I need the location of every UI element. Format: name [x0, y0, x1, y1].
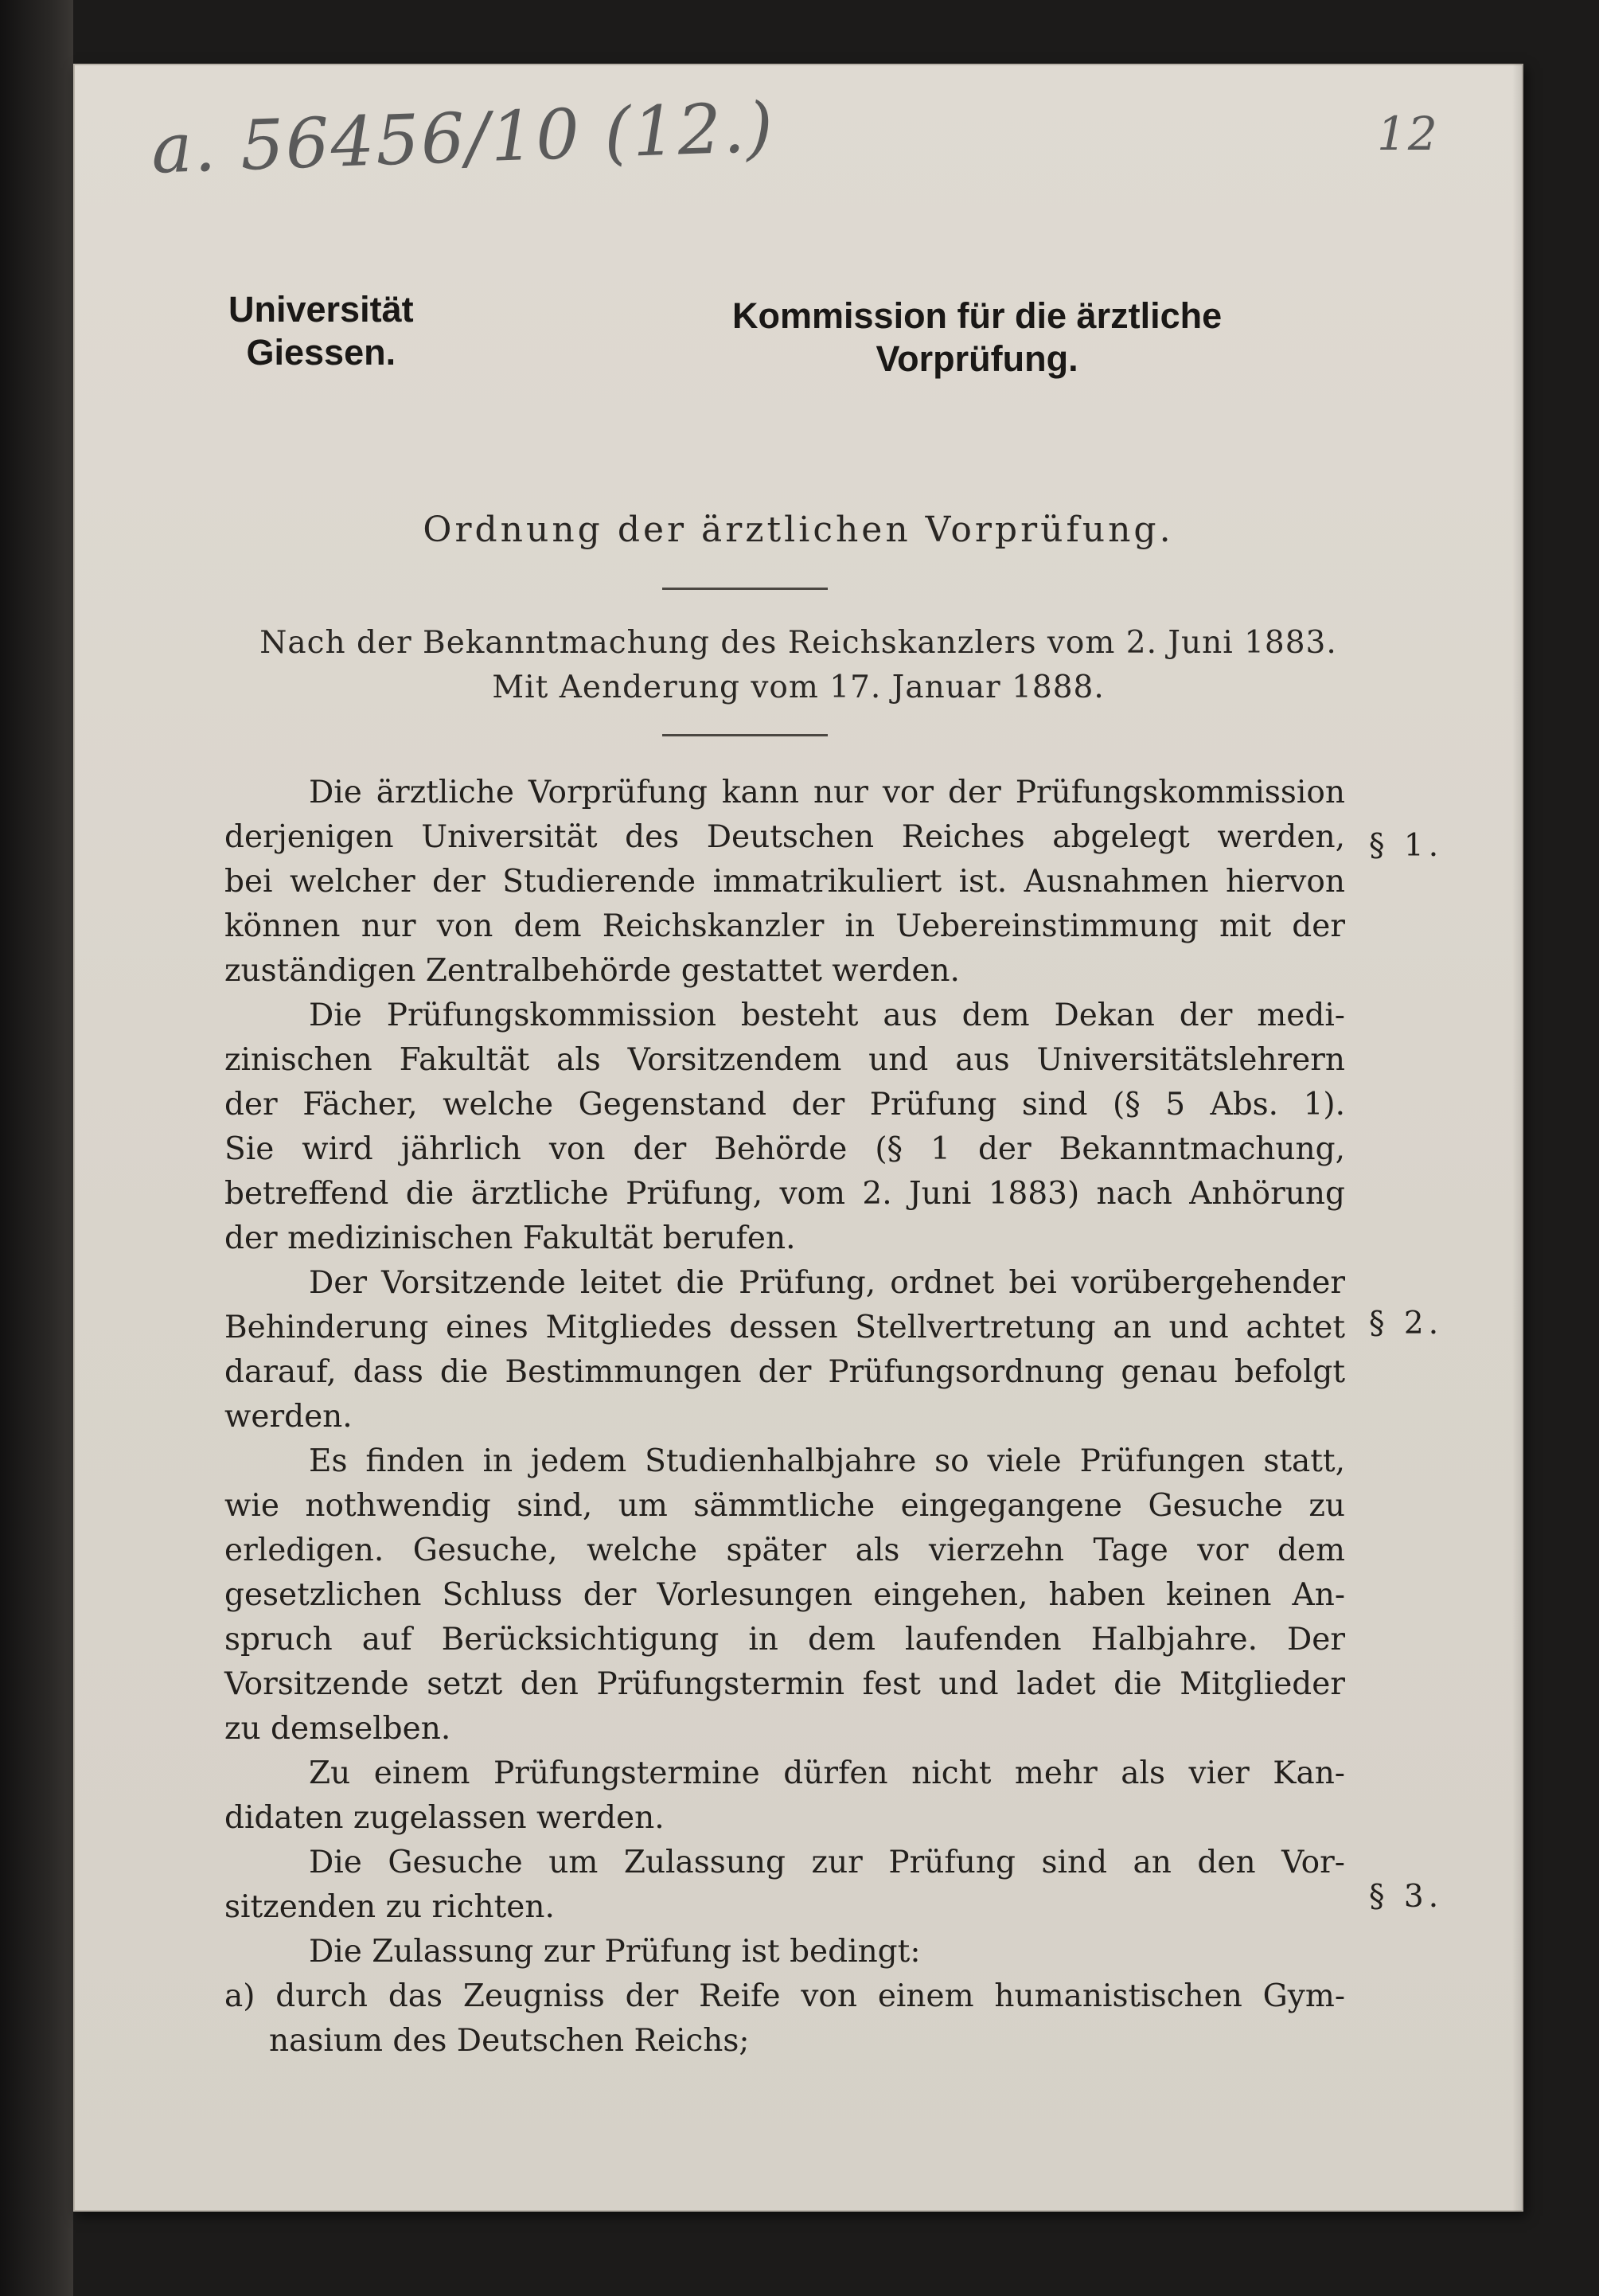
- body-line: der Fächer, welche Gegenstand der Prüfung sind (§ 5 Abs. 1).: [224, 1087, 1345, 1123]
- subtitle-divider: [662, 734, 828, 736]
- scan-background: [0, 0, 73, 2296]
- body-line: zuständigen Zentralbehörde gestattet werden.: [224, 953, 960, 989]
- body-line: Sie wird jährlich von der Behörde (§ 1 der Bekanntmachung,: [224, 1131, 1345, 1167]
- handwritten-page-number: 12: [1377, 107, 1439, 161]
- body-line: Die Gesuche um Zulassung zur Prüfung sind an den Vor-: [309, 1845, 1345, 1880]
- subtitle-line-2: Mit Aenderung vom 17. Januar 1888.: [492, 670, 1105, 705]
- header-university-line2: Giessen.: [246, 332, 396, 373]
- body-text: [224, 771, 1345, 2064]
- body-line: Zu einem Prüfungstermine dürfen nicht mehr als vier Kan-: [309, 1755, 1345, 1791]
- body-line: bei welcher der Studierende immatrikuliert ist. Ausnahmen hiervon: [224, 864, 1345, 900]
- body-line: können nur von dem Reichskanzler in Uebereinstimmung mit der: [224, 908, 1345, 944]
- body-line: derjenigen Universität des Deutschen Reiches abgelegt werden,: [224, 819, 1345, 855]
- header-university: [228, 288, 414, 374]
- body-line: darauf, dass die Bestimmungen der Prüfungsordnung genau befolgt: [224, 1354, 1345, 1390]
- body-line: betreffend die ärztliche Prüfung, vom 2. Juni 1883) nach Anhörung: [224, 1176, 1345, 1212]
- body-line: erledigen. Gesuche, welche später als vierzehn Tage vor dem: [224, 1533, 1345, 1568]
- body-line: Es finden in jedem Studienhalbjahre so viele Prüfungen statt,: [309, 1443, 1345, 1479]
- header-commission: [732, 295, 1222, 381]
- body-line: Die ärztliche Vorprüfung kann nur vor der Prüfungskommission: [309, 775, 1345, 810]
- body-line: wie nothwendig sind, um sämmtliche eingegangene Gesuche zu: [224, 1488, 1345, 1524]
- section-mark-1: § 1.: [1369, 828, 1444, 864]
- document-title: Ordnung der ärztlichen Vorprüfung.: [423, 510, 1174, 550]
- page-edge-shadow: [1512, 64, 1523, 2212]
- body-line: sitzenden zu richten.: [224, 1889, 555, 1925]
- body-line: Der Vorsitzende leitet die Prüfung, ordnet bei vorübergehender: [309, 1265, 1345, 1301]
- body-line: Vorsitzende setzt den Prüfungstermin fest und ladet die Mitglieder: [224, 1666, 1345, 1702]
- body-line: zu demselben.: [224, 1711, 451, 1747]
- section-mark-2: § 2.: [1369, 1306, 1444, 1341]
- section-mark-3: § 3.: [1369, 1879, 1444, 1915]
- header-university-line1: Universität: [228, 289, 414, 330]
- body-line: werden.: [224, 1399, 353, 1435]
- body-line: didaten zugelassen werden.: [224, 1800, 665, 1836]
- body-line: Die Prüfungskommission besteht aus dem Dekan der medi-: [309, 998, 1345, 1033]
- body-line: zinischen Fakultät als Vorsitzendem und aus Universitätslehrern: [224, 1042, 1345, 1078]
- body-line: Behinderung eines Mitgliedes dessen Stellvertretung an und achtet: [224, 1310, 1345, 1345]
- subtitle-line-1: Nach der Bekanntmachung des Reichskanzlers vom 2. Juni 1883.: [259, 625, 1337, 661]
- header-commission-line2: Vorprüfung.: [876, 338, 1078, 379]
- title-divider: [662, 588, 828, 590]
- body-line: nasium des Deutschen Reichs;: [269, 2023, 750, 2059]
- handwritten-archive-id: a. 56456/10 (12.): [150, 88, 776, 189]
- body-line: a) durch das Zeugniss der Reife von einem humanistischen Gym-: [224, 1978, 1345, 2014]
- body-line: spruch auf Berücksichtigung in dem laufenden Halbjahre. Der: [224, 1622, 1345, 1658]
- body-line: gesetzlichen Schluss der Vorlesungen eingehen, haben keinen An-: [224, 1577, 1345, 1613]
- header-commission-line1: Kommission für die ärztliche: [732, 295, 1223, 336]
- body-line: Die Zulassung zur Prüfung ist bedingt:: [309, 1934, 921, 1970]
- body-line: der medizinischen Fakultät berufen.: [224, 1220, 796, 1256]
- document-page: [73, 64, 1523, 2212]
